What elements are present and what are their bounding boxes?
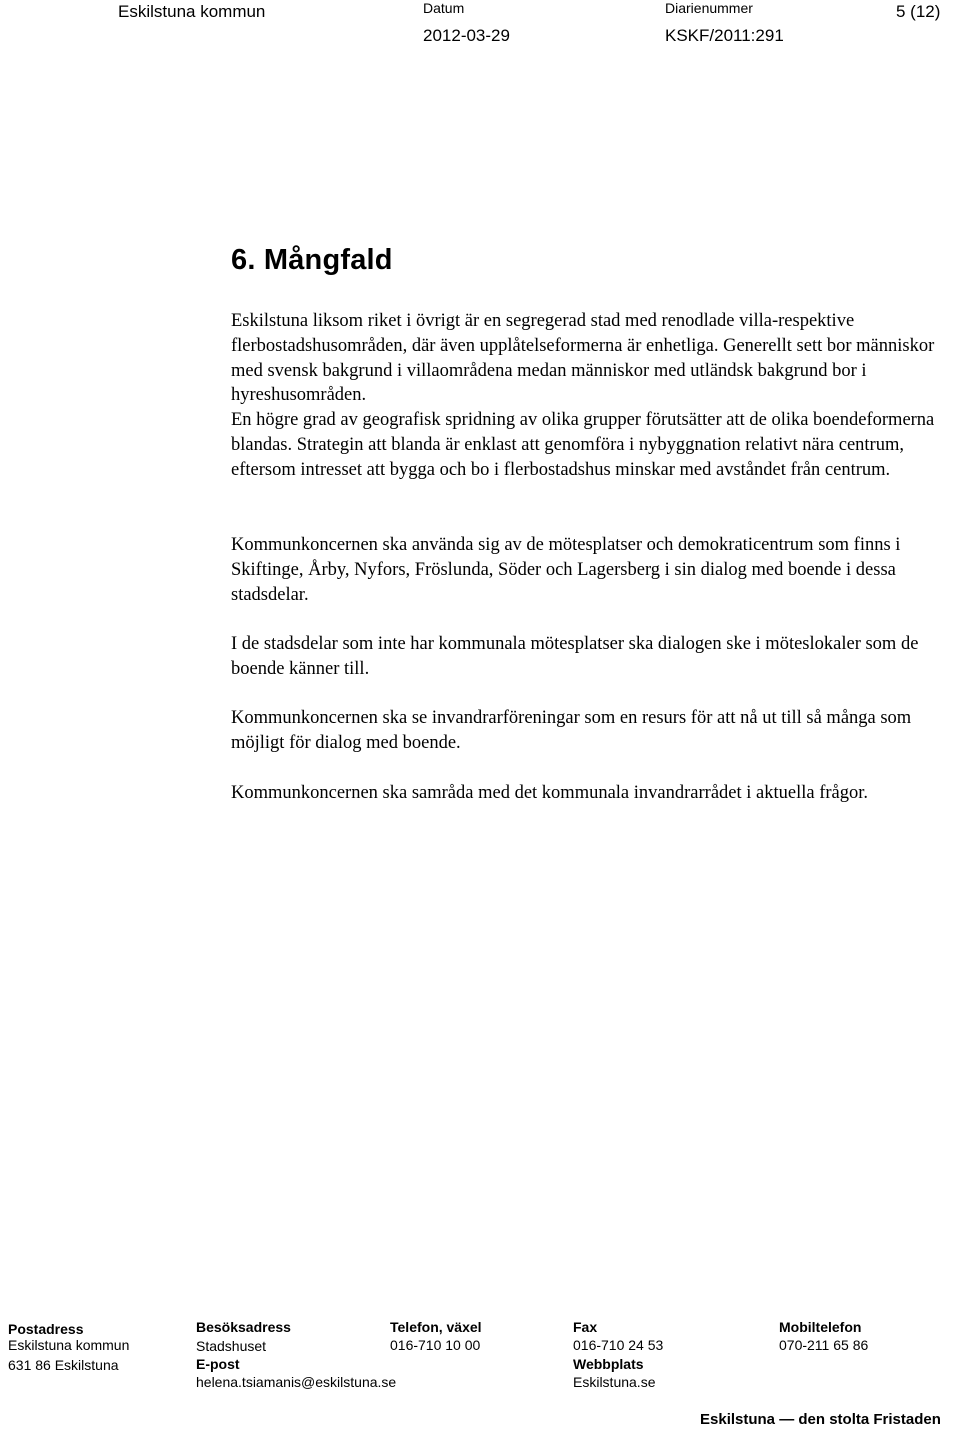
footer-epost-label: E-post	[196, 1356, 240, 1372]
footer-mobil-label: Mobiltelefon	[779, 1319, 862, 1335]
footer-postadress-line1: Eskilstuna kommun	[8, 1337, 130, 1353]
header-date-label: Datum	[423, 0, 465, 16]
footer-mobil: 070-211 65 86	[779, 1337, 869, 1353]
body-paragraph: Kommunkoncernen ska samråda med det kommunala invandrarrådet i aktuella frågor.	[231, 783, 868, 803]
footer-epost: helena.tsiamanis@eskilstuna.se	[196, 1374, 397, 1390]
section-title: 6. Mångfald	[231, 244, 393, 276]
footer-webbplats: Eskilstuna.se	[573, 1374, 656, 1390]
footer-besoksadress-label: Besöksadress	[196, 1319, 291, 1335]
body-paragraph: En högre grad av geografisk spridning av olika grupper förutsätter att de olika boendeformerna blandas. Strategin att blanda är enklast att genomföra i nybyggnation relativt nära centrum, eftersom intresset att bygga och bo i flerbostadshus minskar med avståndet från centrum.	[231, 410, 935, 480]
footer-postadress-label: Postadress	[8, 1321, 84, 1337]
footer-telefon-label: Telefon, växel	[390, 1319, 482, 1335]
footer-telefon: 016-710 10 00	[390, 1337, 481, 1353]
footer-fax-label: Fax	[573, 1319, 598, 1335]
footer-slogan: Eskilstuna — den stolta Fristaden	[700, 1411, 941, 1428]
body-paragraph: I de stadsdelar som inte har kommunala mötesplatser ska dialogen ske i möteslokaler som de boende känner till.	[231, 634, 919, 679]
body-paragraph-block	[231, 309, 956, 483]
body-paragraph: Kommunkoncernen ska använda sig av de mötesplatser och demokraticentrum som finns i Skiftinge, Årby, Nyfors, Fröslunda, Söder och Lagersberg i sin dialog med boende i dessa stadsdelar.	[231, 535, 901, 605]
body-paragraph: Eskilstuna liksom riket i övrigt är en segregerad stad med renodlade villa-respektive flerbostadshusområden, där även upplåtelseformerna är enhetliga. Generellt sett bor människor med svensk bakgrund i villaområdena medan människor med utländsk bakgrund bor i hyreshusområden.	[231, 311, 935, 406]
body-paragraph: Kommunkoncernen ska se invandrarföreningar som en resurs för att nå ut till så många som möjligt för dialog med boende.	[231, 708, 912, 753]
header-reference-label: Diarienummer	[665, 0, 753, 16]
header-organization: Eskilstuna kommun	[118, 2, 266, 21]
page-number: 5 (12)	[896, 2, 941, 21]
footer-fax: 016-710 24 53	[573, 1337, 664, 1353]
footer-postadress-line2: 631 86 Eskilstuna	[8, 1357, 119, 1373]
footer-besoksadress: Stadshuset	[196, 1338, 267, 1354]
header-reference-number: KSKF/2011:291	[665, 26, 784, 45]
header-date: 2012-03-29	[423, 26, 510, 45]
footer-webbplats-label: Webbplats	[573, 1356, 644, 1372]
